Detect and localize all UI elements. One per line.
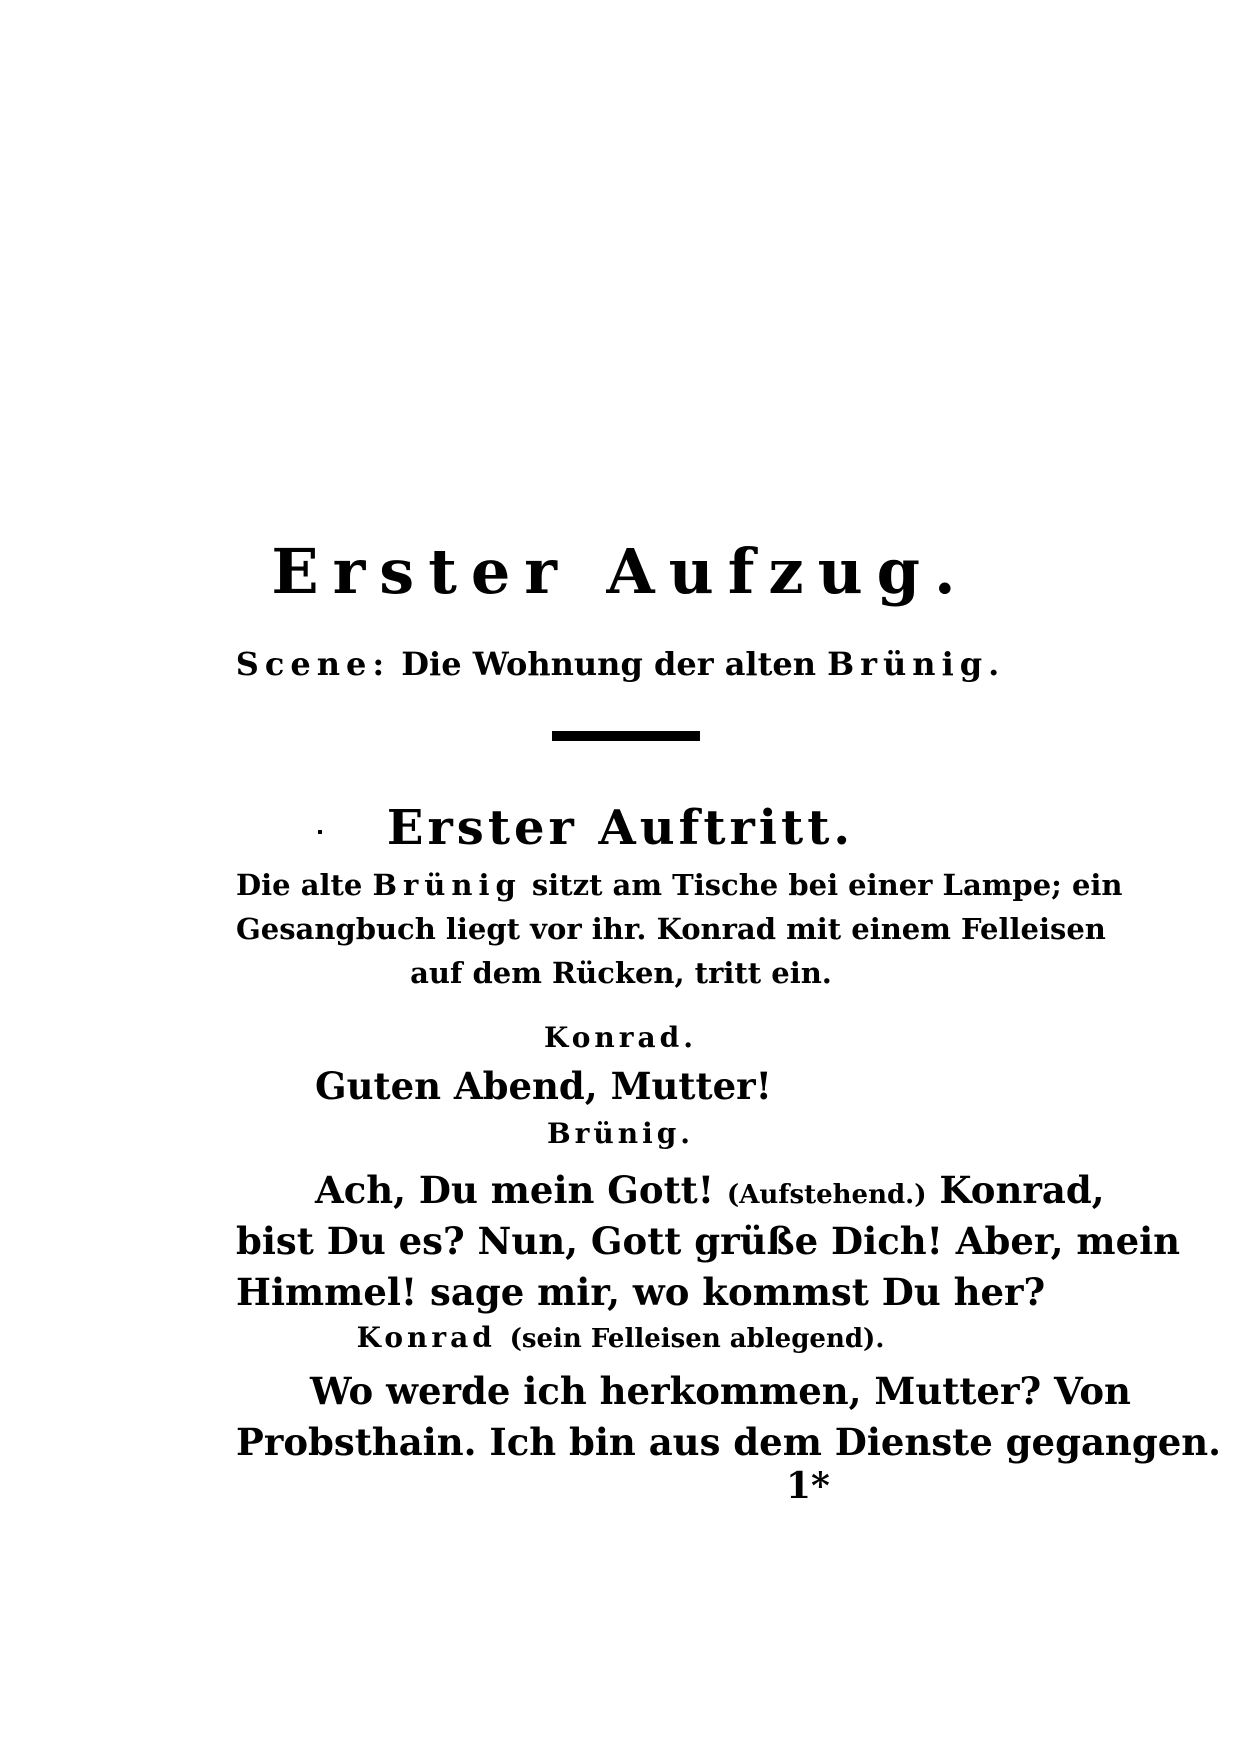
stage-direction-line-2: Gesangbuch liegt vor ihr. Konrad mit einem Felleisen [236,912,1106,946]
scene-label: Scene: [235,645,391,683]
speaker-name: Brünig. [546,1117,695,1150]
dialogue-line: bist Du es? Nun, Gott grüße Dich! Aber, mein [236,1219,1181,1263]
act-title: Erster Aufzug. [271,535,970,608]
stage-direction-text: sitzt am Tische bei einer Lampe; ein [531,868,1123,902]
scene-text: Die Wohnung der alten [401,645,816,683]
dialogue-text: Konrad, [939,1168,1105,1212]
speaker-name: Konrad [356,1321,496,1354]
scene-name: Brünig. [827,645,1006,683]
dialogue-line: Guten Abend, Mutter! [315,1064,772,1108]
signature-mark: 1* [786,1465,830,1507]
dialogue-text: Ach, Du mein Gott! [315,1168,714,1212]
stage-direction-line-3: auf dem Rücken, tritt ein. [410,956,832,990]
stage-direction-name: Brünig [372,868,522,902]
dialogue-line [315,1168,1105,1212]
speaker-name: Konrad. [544,1021,697,1054]
scene-heading [0,645,1241,683]
dialogue-line: Wo werde ich herkommen, Mutter? Von [310,1369,1131,1413]
stage-direction-text: Die alte [236,868,363,902]
stage-direction-line-1 [236,868,1123,902]
speaker-line [0,1321,1241,1354]
speaker-direction: (sein Felleisen ablegend). [509,1324,885,1354]
scene-title: Erster Auftritt. [386,800,855,856]
dialogue-line: Probsthain. Ich bin aus dem Dienste gegangen. [236,1420,1222,1464]
dialogue-line: Himmel! sage mir, wo kommst Du her? [236,1270,1046,1314]
ornamental-rule [552,731,700,741]
inline-stage-direction: (Aufstehend.) [726,1180,927,1210]
